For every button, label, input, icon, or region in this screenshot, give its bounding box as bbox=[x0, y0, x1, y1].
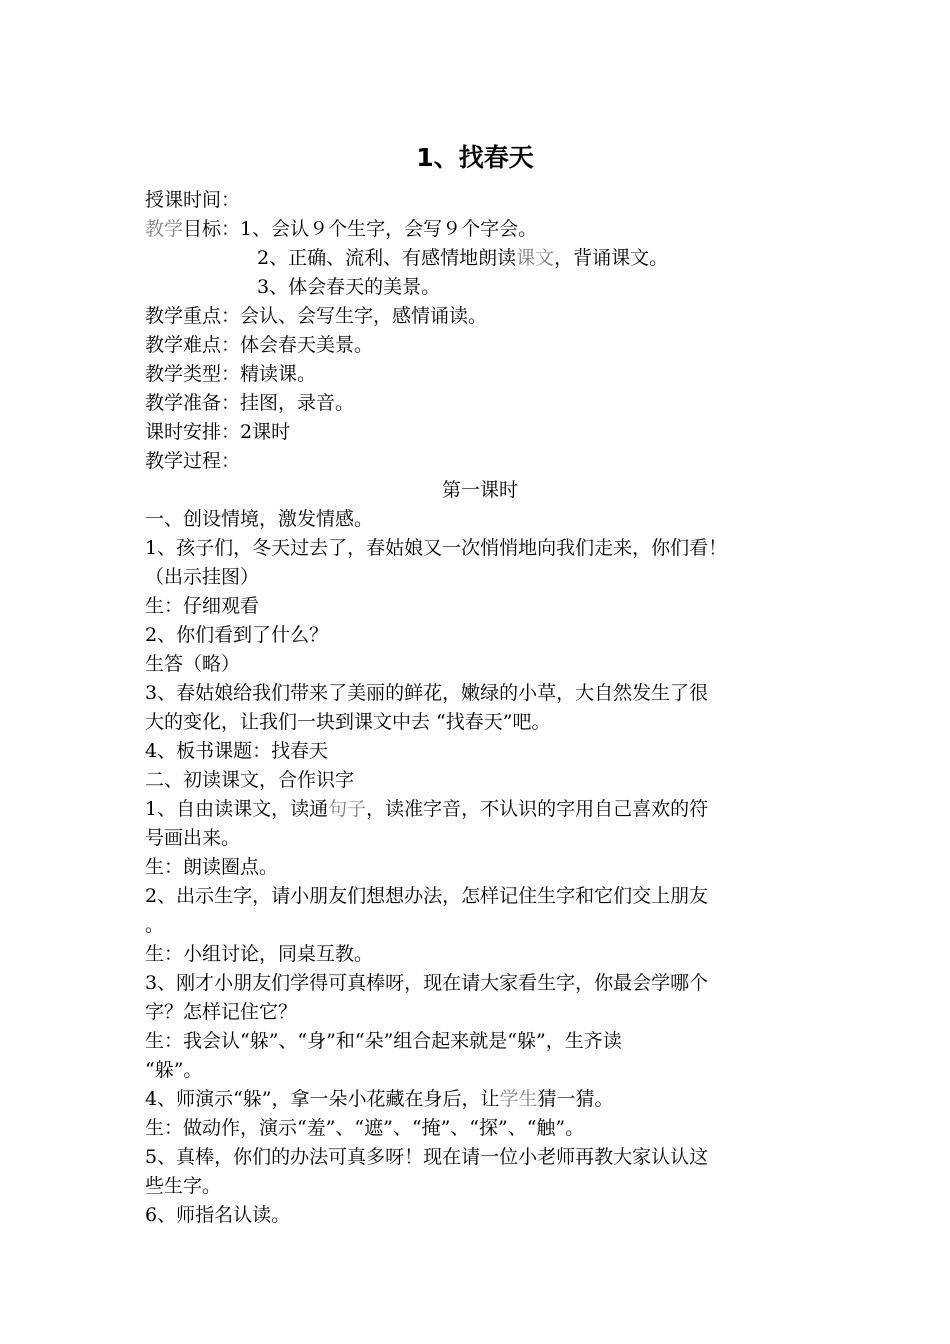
paragraph-line bbox=[145, 795, 815, 824]
student-line: 生：小组讨论，同桌互教。 bbox=[145, 943, 374, 965]
text-segment: 1、自由读课文，读通 bbox=[145, 798, 329, 820]
section-heading: 一、创设情境，激发情感。 bbox=[145, 508, 374, 530]
goal-2-text: 2、正确、流利、有感情地朗读 bbox=[257, 247, 517, 269]
paragraph-line: 5、真棒，你们的办法可真多呀！现在请一位小老师再教大家认认这 bbox=[145, 1146, 709, 1168]
paragraph-line: 。 bbox=[145, 914, 165, 936]
paragraph-line: 4、板书课题：找春天 bbox=[145, 740, 329, 762]
paragraph-line: 大的变化，让我们一块到课文中去 “找春天”吧。 bbox=[145, 711, 551, 733]
student-line: 生：我会认“躲”、“身”和“朵”组合起来就是“躲”，生齐读 bbox=[145, 1030, 622, 1052]
paragraph-line: 3、春姑娘给我们带来了美丽的鲜花，嫩绿的小草，大自然发生了很 bbox=[145, 682, 709, 704]
paragraph-line: 3、刚才小朋友们学得可真棒呀，现在请大家看生字，你最会学哪个 bbox=[145, 972, 709, 994]
schedule-line: 课时安排：2课时 bbox=[145, 421, 291, 443]
paragraph-line: （出示挂图） bbox=[145, 566, 260, 588]
text-segment: 猜一猜。 bbox=[537, 1088, 614, 1110]
student-line: 生：朗读圈点。 bbox=[145, 856, 279, 878]
section-heading: 二、初读课文，合作识字 bbox=[145, 769, 355, 791]
paragraph-line: 字？怎样记住它？ bbox=[145, 1001, 298, 1023]
process-line: 教学过程： bbox=[145, 450, 241, 472]
lesson-type-line: 教学类型：精读课。 bbox=[145, 363, 317, 385]
paragraph-line: 些生字。 bbox=[145, 1175, 222, 1197]
student-line: 生：仔细观看 bbox=[145, 595, 260, 617]
goals-label: 目标： bbox=[183, 218, 241, 240]
student-line: 生答（略） bbox=[145, 653, 241, 675]
document-title: 1、找春天 bbox=[416, 143, 534, 172]
paragraph-line bbox=[145, 1085, 815, 1114]
text-segment: 4、师演示“躲”，拿一朵小花藏在身后，让 bbox=[145, 1088, 500, 1110]
highlighted-word: 教学 bbox=[145, 218, 184, 240]
text-segment: ，读准字音，不认识的字用自己喜欢的符 bbox=[366, 798, 709, 820]
document-body bbox=[145, 186, 815, 1230]
goal-2-text-end: ，背诵课文。 bbox=[554, 247, 669, 269]
goal-3: 3、体会春天的美景。 bbox=[257, 276, 441, 298]
highlighted-word: 句子 bbox=[328, 798, 367, 820]
paragraph-line: 号画出来。 bbox=[145, 827, 241, 849]
goal-2 bbox=[145, 244, 815, 273]
paragraph-line: 1、孩子们，冬天过去了，春姑娘又一次悄悄地向我们走来，你们看！ bbox=[145, 537, 728, 559]
student-line: 生：做动作，演示“羞”、“遮”、“掩”、“探”、“触”。 bbox=[145, 1117, 585, 1139]
class-time-line: 授课时间： bbox=[145, 189, 241, 211]
difficulty-line: 教学难点：体会春天美景。 bbox=[145, 334, 374, 356]
paragraph-line: 2、出示生字，请小朋友们想想办法，怎样记住生字和它们交上朋友 bbox=[145, 885, 709, 907]
lesson-heading: 第一课时 bbox=[441, 479, 518, 501]
key-points-line: 教学重点：会认、会写生字，感情诵读。 bbox=[145, 305, 488, 327]
highlighted-word: 课文 bbox=[516, 247, 555, 269]
paragraph-line: 6、师指名认读。 bbox=[145, 1204, 291, 1226]
teaching-goals-line bbox=[145, 215, 815, 244]
goal-1: 1、会认９个生字，会写９个字会。 bbox=[240, 218, 538, 240]
highlighted-word: 学生 bbox=[499, 1088, 538, 1110]
preparation-line: 教学准备：挂图，录音。 bbox=[145, 392, 355, 414]
paragraph-line: “躲”。 bbox=[145, 1059, 203, 1081]
paragraph-line: 2、你们看到了什么？ bbox=[145, 624, 329, 646]
